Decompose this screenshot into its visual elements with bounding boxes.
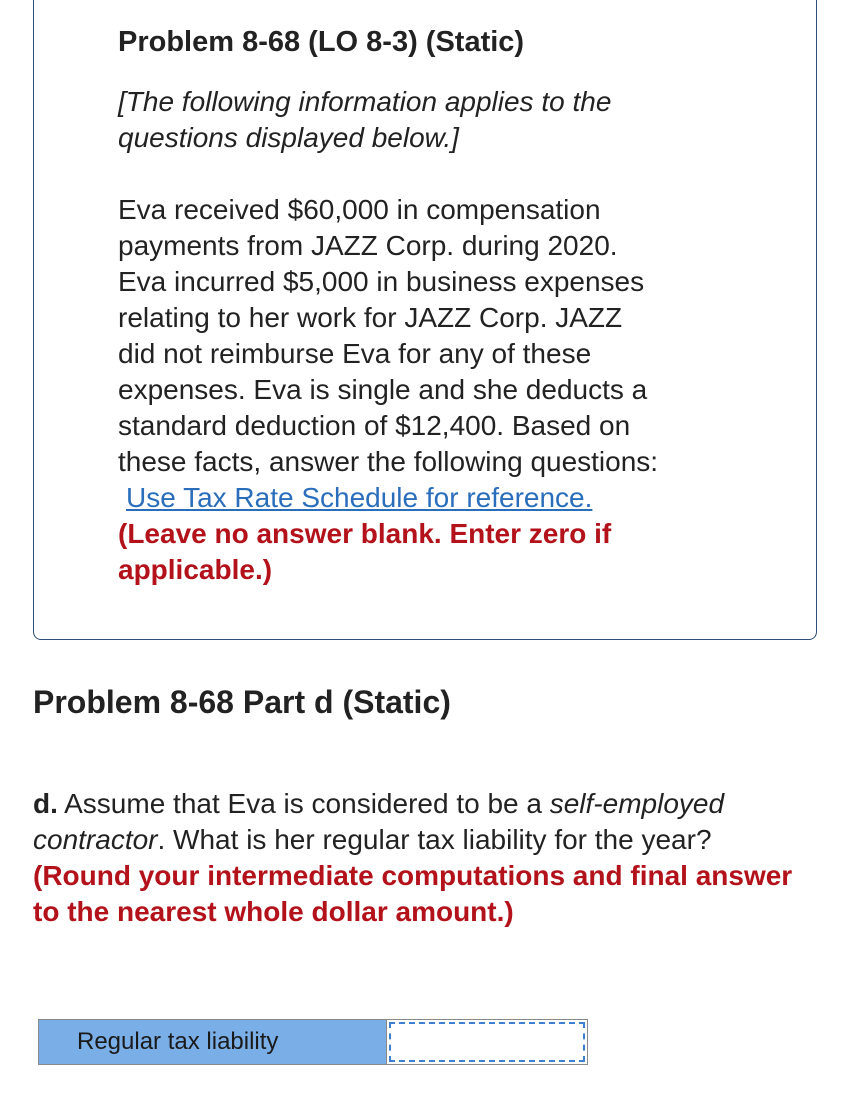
description-line: did not reimburse Eva for any of these: [118, 338, 592, 369]
description-line: relating to her work for JAZZ Corp. JAZZ: [118, 302, 623, 333]
answer-row: [38, 1019, 588, 1065]
question-emphasis: self-employed: [549, 788, 725, 819]
description-line: expenses. Eva is single and she deducts a: [118, 374, 648, 405]
question-emphasis: contractor: [33, 824, 158, 855]
problem-title: Problem 8-68 (LO 8-3) (Static): [118, 26, 525, 58]
regular-tax-liability-label: Regular tax liability: [39, 1020, 387, 1064]
shared-info-note: [118, 84, 758, 156]
leave-no-blank-instruction: applicable.): [118, 554, 273, 585]
question-text-segment: Assume that Eva is considered to be a: [57, 788, 550, 819]
leave-no-blank-instruction: (Leave no answer blank. Enter zero if: [118, 518, 612, 549]
description-line: Eva incurred $5,000 in business expenses: [118, 266, 645, 297]
rounding-instruction: to the nearest whole dollar amount.): [33, 896, 514, 927]
description-line: Eva received $60,000 in compensation: [118, 194, 601, 225]
problem-description: [118, 192, 758, 588]
question-label: d.: [33, 788, 58, 819]
question-text-segment: . What is her regular tax liability for the year?: [157, 824, 712, 855]
description-line: standard deduction of $12,400. Based on: [118, 410, 631, 441]
tax-rate-schedule-link[interactable]: Use Tax Rate Schedule for reference.: [126, 482, 593, 513]
regular-tax-liability-input[interactable]: [389, 1022, 585, 1062]
answer-cell: [387, 1020, 587, 1064]
rounding-instruction: (Round your intermediate computations and final answer: [33, 860, 793, 891]
part-title: Problem 8-68 Part d (Static): [33, 684, 451, 720]
description-line: payments from JAZZ Corp. during 2020.: [118, 230, 618, 261]
note-line: [The following information applies to the: [118, 86, 612, 117]
description-line: these facts, answer the following questions:: [118, 446, 659, 477]
note-line: questions displayed below.]: [118, 122, 459, 153]
question-text: [33, 786, 863, 930]
